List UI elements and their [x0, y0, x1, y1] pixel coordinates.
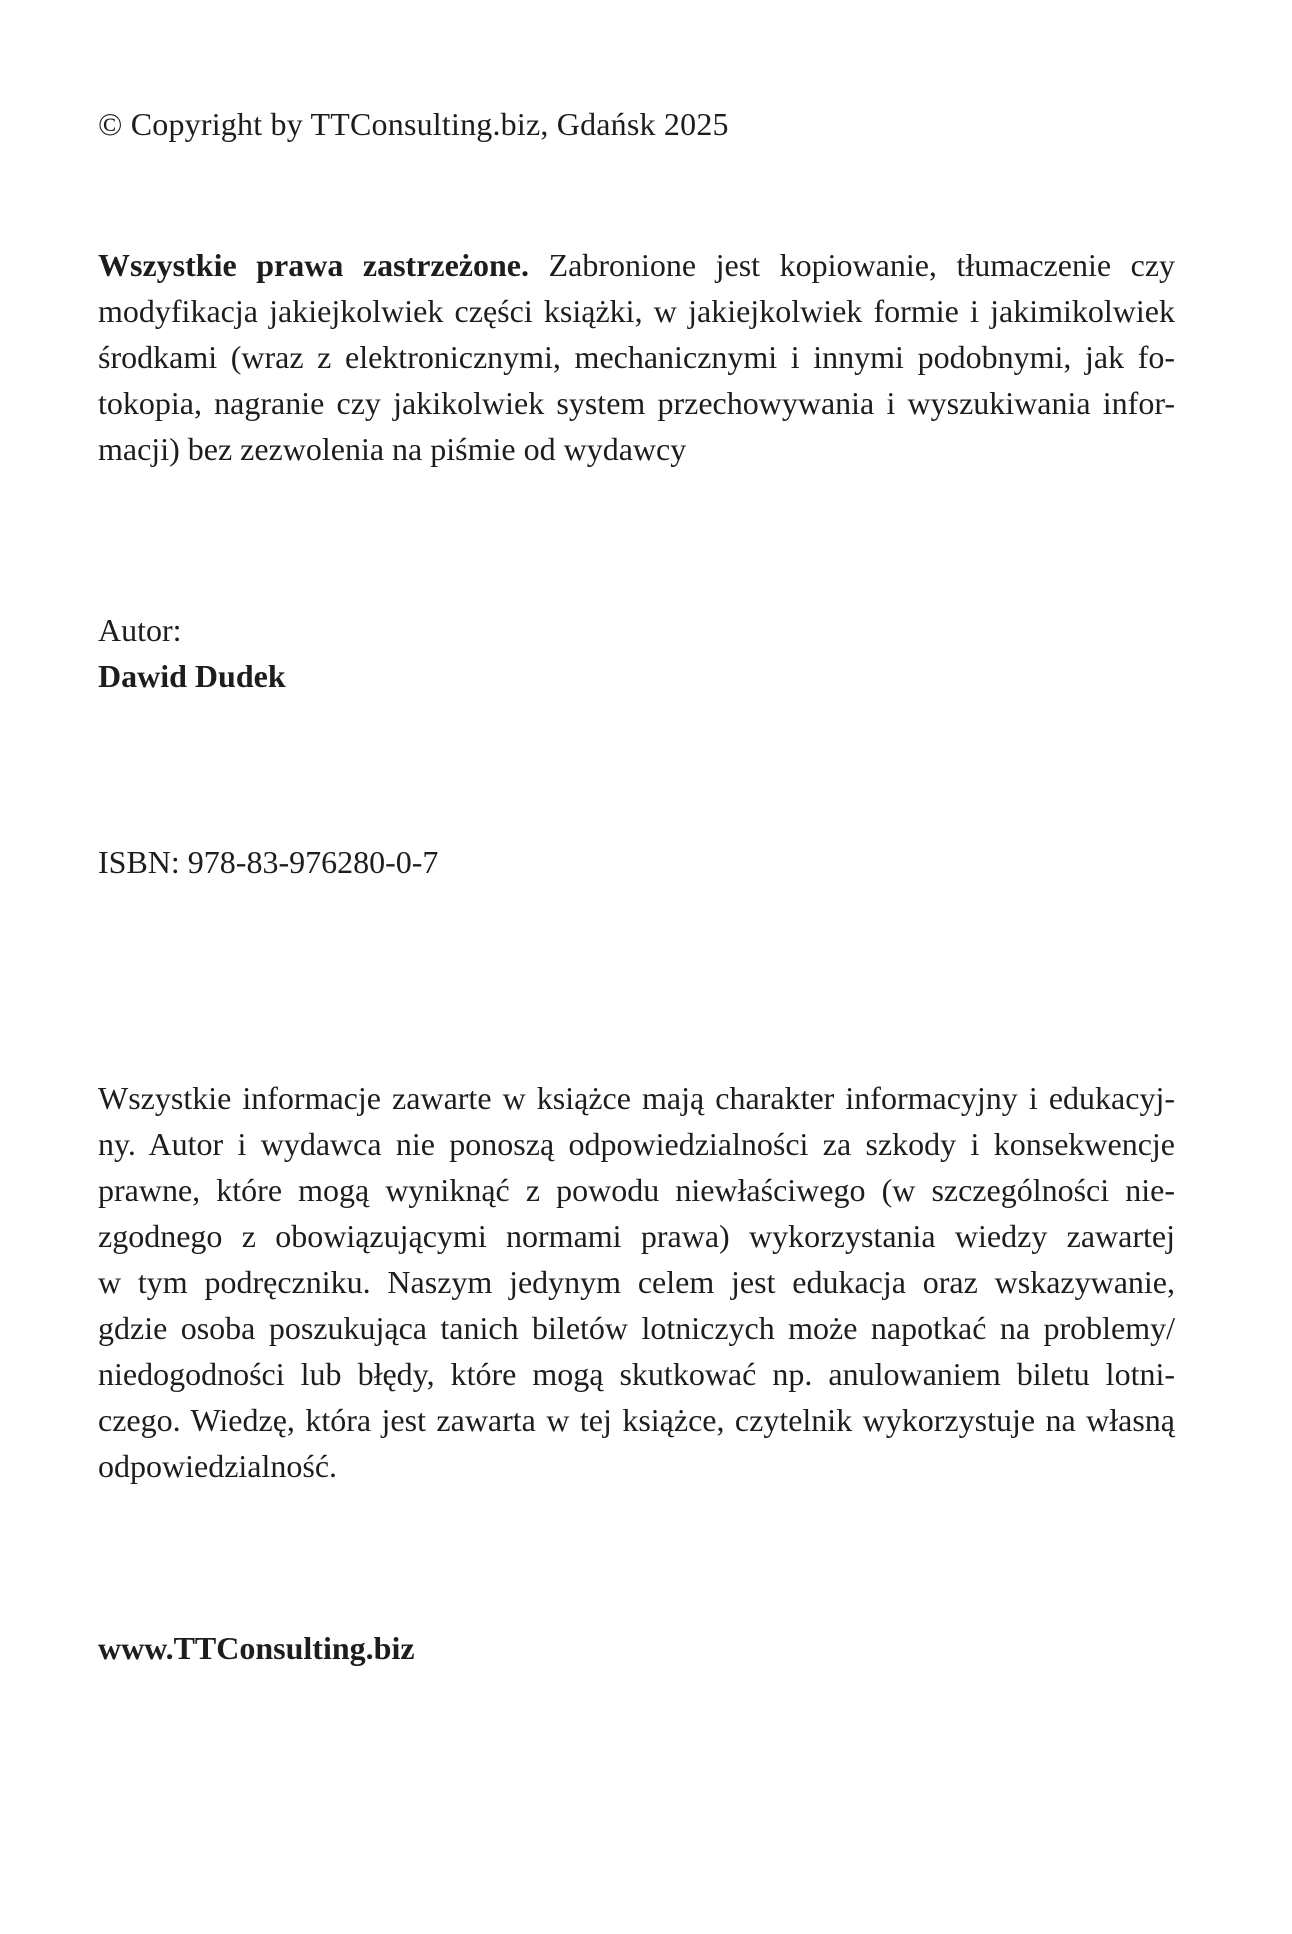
rights-paragraph-first-line-rest: Zabronione jest kopiowanie, tłumaczenie czy [548, 247, 1176, 283]
copyright-notice: © Copyright by TTConsulting.biz, Gdańsk 2025 [98, 106, 729, 142]
disclaimer-paragraph-body [98, 1075, 1175, 1443]
disclaimer-paragraph-line: zgodnego z obowiązującymi normami prawa) wykorzystania wiedzy zawartej [98, 1218, 1175, 1254]
rights-paragraph-first-line [98, 242, 1175, 288]
rights-reserved-bold-lead: Wszystkie prawa zastrzeżone. [98, 247, 530, 283]
rights-paragraph-line: modyfikacja jakiejkolwiek części książki, w jakiejkolwiek formie i jakimikolwiek [98, 293, 1175, 329]
author-block [98, 607, 1175, 699]
author-label: Autor: [98, 612, 182, 648]
rights-paragraph-line: tokopia, nagranie czy jakikolwiek system przechowywania i wyszukiwania infor- [98, 385, 1175, 421]
disclaimer-paragraph-line: gdzie osoba poszukująca tanich biletów lotniczych może napotkać na problemy/ [98, 1310, 1175, 1346]
disclaimer-paragraph-line: niedogodności lub błędy, które mogą skutkować np. anulowaniem biletu lotni- [98, 1356, 1175, 1392]
disclaimer-paragraph-line: Wszystkie informacje zawarte w książce mają charakter informacyjny i edukacyj- [98, 1080, 1175, 1116]
publisher-website: www.TTConsulting.biz [98, 1630, 415, 1666]
isbn-line: ISBN: 978-83-976280-0-7 [98, 844, 439, 880]
disclaimer-paragraph-line: prawne, które mogą wyniknąć z powodu niewłaściwego (w szczególności nie- [98, 1172, 1175, 1208]
disclaimer-paragraph-line: w tym podręczniku. Naszym jedynym celem jest edukacja oraz wskazywanie, [98, 1264, 1175, 1300]
disclaimer-paragraph [98, 1075, 1175, 1489]
rights-paragraph-body [98, 288, 1175, 426]
author-name: Dawid Dudek [98, 658, 286, 694]
disclaimer-paragraph-last-line: odpowiedzialność. [98, 1448, 338, 1484]
rights-paragraph-last-line: macji) bez zezwolenia na piśmie od wydawcy [98, 431, 687, 467]
disclaimer-paragraph-line: ny. Autor i wydawca nie ponoszą odpowiedzialności za szkody i konsekwencje [98, 1126, 1175, 1162]
rights-paragraph-line: środkami (wraz z elektronicznymi, mechanicznymi i innymi podobnymi, jak fo- [98, 339, 1175, 375]
disclaimer-paragraph-line: czego. Wiedzę, która jest zawarta w tej książce, czytelnik wykorzystuje na własną [98, 1402, 1175, 1438]
rights-reserved-paragraph [98, 242, 1175, 472]
